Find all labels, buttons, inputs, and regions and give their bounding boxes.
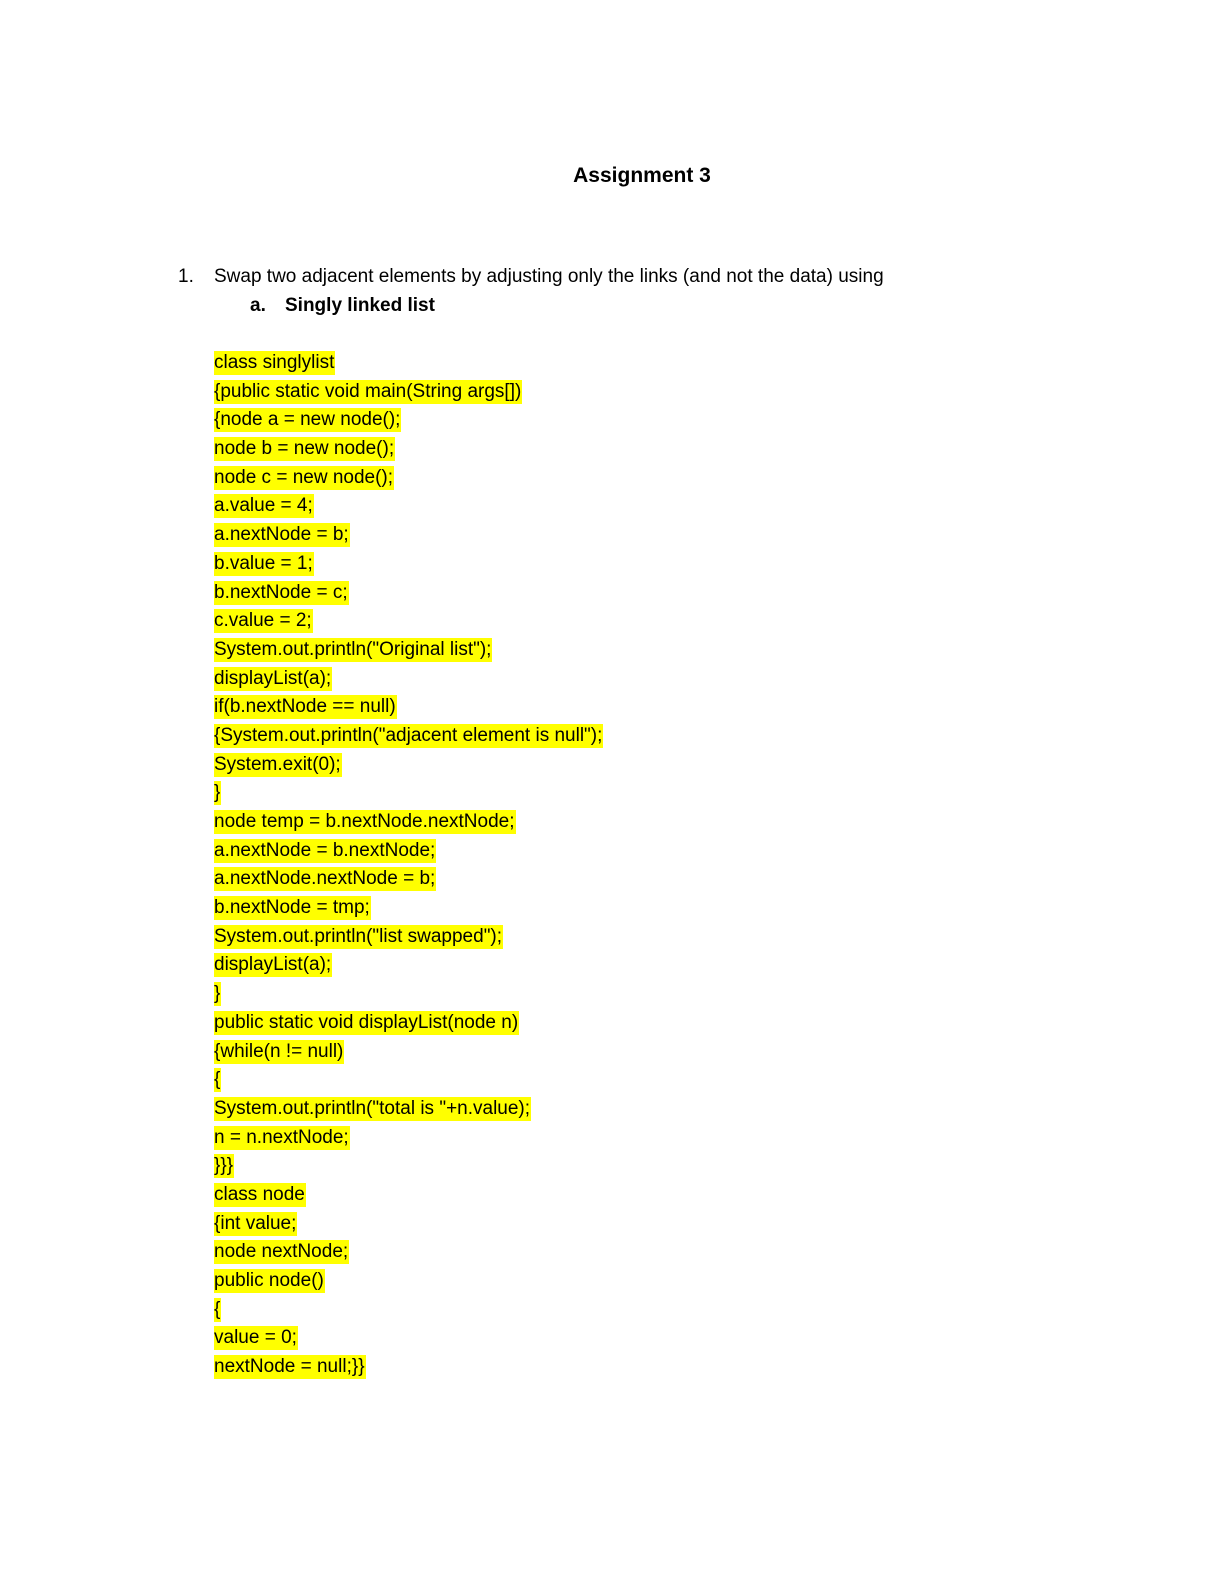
subitem [250,293,435,319]
code-line-text: displayList(a); [214,954,332,976]
code-line [214,521,603,550]
code-line [214,1181,603,1210]
code-line [214,837,603,866]
code-line [214,550,603,579]
code-line [214,1152,603,1181]
code-line-text: node b = new node(); [214,438,395,460]
code-line [214,894,603,923]
code-line-text: node nextNode; [214,1241,349,1263]
code-line-text: displayList(a); [214,667,332,689]
code-line [214,1066,603,1095]
code-line [214,1095,603,1124]
code-line [214,1324,603,1353]
document-title: Assignment 3 [573,164,711,187]
question-number: 1. [178,266,194,287]
code-line [214,693,603,722]
code-line [214,579,603,608]
subitem-text: Singly linked list [285,295,435,316]
code-line [214,406,603,435]
highlighted-code-block [214,349,603,1382]
code-line-text: {while(n != null) [214,1040,344,1062]
code-line [214,722,603,751]
code-line-text: {int value; [214,1212,297,1234]
code-line-text: class node [214,1183,305,1205]
code-line [214,865,603,894]
code-line [214,1210,603,1239]
code-line-text: } [214,782,221,804]
code-line [214,1009,603,1038]
subitem-letter: a. [250,295,266,316]
code-line [214,1238,603,1267]
code-line-text: b.nextNode = c; [214,581,348,603]
code-line [214,1038,603,1067]
code-line [214,378,603,407]
code-line-text: } [214,983,221,1005]
code-line [214,980,603,1009]
code-line-text: a.value = 4; [214,495,313,517]
code-line [214,349,603,378]
code-line-text: b.value = 1; [214,552,313,574]
code-line-text: System.exit(0); [214,753,341,775]
code-line-text: node c = new node(); [214,466,394,488]
code-line-text: if(b.nextNode == null) [214,696,396,718]
code-line [214,607,603,636]
code-line [214,1124,603,1153]
code-line-text: a.nextNode.nextNode = b; [214,868,436,890]
code-line-text: nextNode = null;}} [214,1356,365,1378]
code-line [214,951,603,980]
code-line [214,923,603,952]
code-line-text: c.value = 2; [214,610,312,632]
code-line-text: System.out.println("list swapped"); [214,925,503,947]
code-line-text: {node a = new node(); [214,409,401,431]
code-line-text: {public static void main(String args[]) [214,380,522,402]
code-line [214,808,603,837]
code-line [214,464,603,493]
code-line [214,1353,603,1382]
code-line-text: { [214,1298,221,1320]
code-line-text: value = 0; [214,1327,297,1349]
code-line-text: a.nextNode = b; [214,524,349,546]
code-line [214,1267,603,1296]
code-line-text: System.out.println("total is "+n.value); [214,1097,531,1119]
code-line [214,492,603,521]
code-line-text: public static void displayList(node n) [214,1011,519,1033]
code-line [214,751,603,780]
code-line-text: System.out.println("Original list"); [214,638,492,660]
code-line-text: b.nextNode = tmp; [214,897,370,919]
question-text: Swap two adjacent elements by adjusting only the links (and not the data) using [214,266,884,287]
question-item [178,264,884,290]
code-line [214,779,603,808]
code-line [214,636,603,665]
code-line [214,665,603,694]
code-line-text: public node() [214,1270,324,1291]
code-line-text: { [214,1069,221,1091]
code-line-text: node temp = b.nextNode.nextNode; [214,811,515,832]
code-line-text: n = n.nextNode; [214,1126,349,1148]
code-line [214,1296,603,1325]
code-line-text: }}} [214,1155,234,1177]
code-line [214,435,603,464]
code-line-text: a.nextNode = b.nextNode; [214,839,436,861]
code-line-text: {System.out.println("adjacent element is null"); [214,724,603,746]
code-line-text: class singlylist [214,352,335,373]
